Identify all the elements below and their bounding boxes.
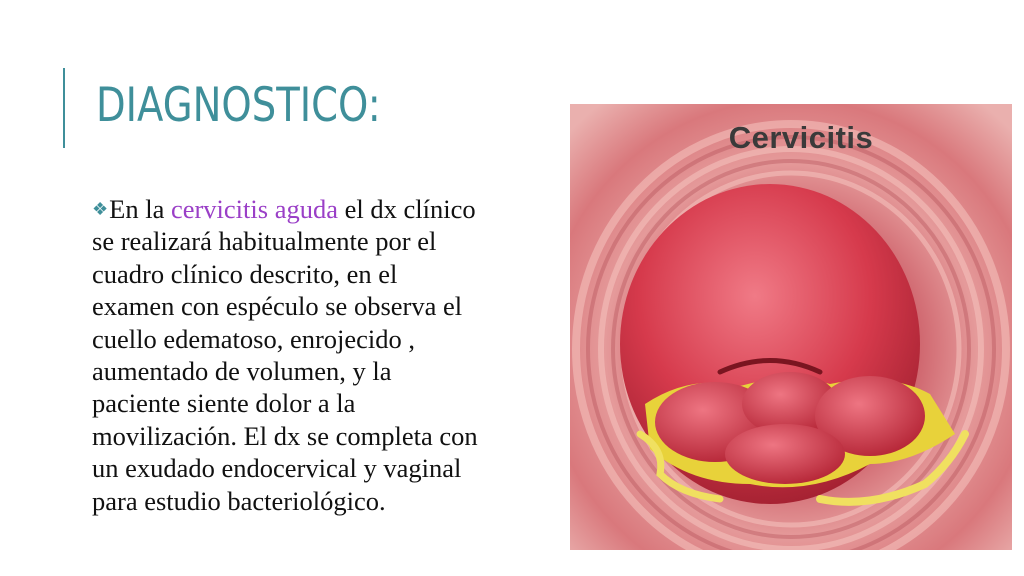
paragraph-line: para estudio bacteriológico. bbox=[92, 485, 386, 516]
paragraph-intro: En la bbox=[109, 194, 171, 224]
paragraph-line: aumentado de volumen, y la bbox=[92, 356, 392, 387]
diagnosis-paragraph bbox=[92, 193, 562, 517]
paragraph-line: el dx clínico bbox=[337, 194, 476, 224]
paragraph-line: paciente siente dolor a la bbox=[92, 388, 356, 419]
paragraph-line: un exudado endocervical y vaginal bbox=[92, 453, 462, 484]
cervix-illustration-graphic bbox=[570, 104, 1012, 550]
image-caption: Cervicitis bbox=[728, 120, 874, 155]
paragraph-line: cuadro clínico descrito, en el bbox=[92, 258, 398, 289]
cervicitis-illustration bbox=[570, 104, 1012, 550]
paragraph-line: movilización. El dx se completa con bbox=[92, 420, 478, 451]
diamond-bullet-icon: ❖ bbox=[92, 199, 109, 219]
slide-title: DIAGNOSTICO: bbox=[96, 78, 381, 133]
paragraph-line: cuello edematoso, enrojecido , bbox=[92, 323, 416, 354]
paragraph-line: examen con espéculo se observa el bbox=[92, 291, 463, 322]
paragraph-line: se realizará habitualmente por el bbox=[92, 226, 437, 257]
title-accent-bar bbox=[63, 68, 65, 148]
highlighted-term: cervicitis aguda bbox=[170, 194, 338, 224]
